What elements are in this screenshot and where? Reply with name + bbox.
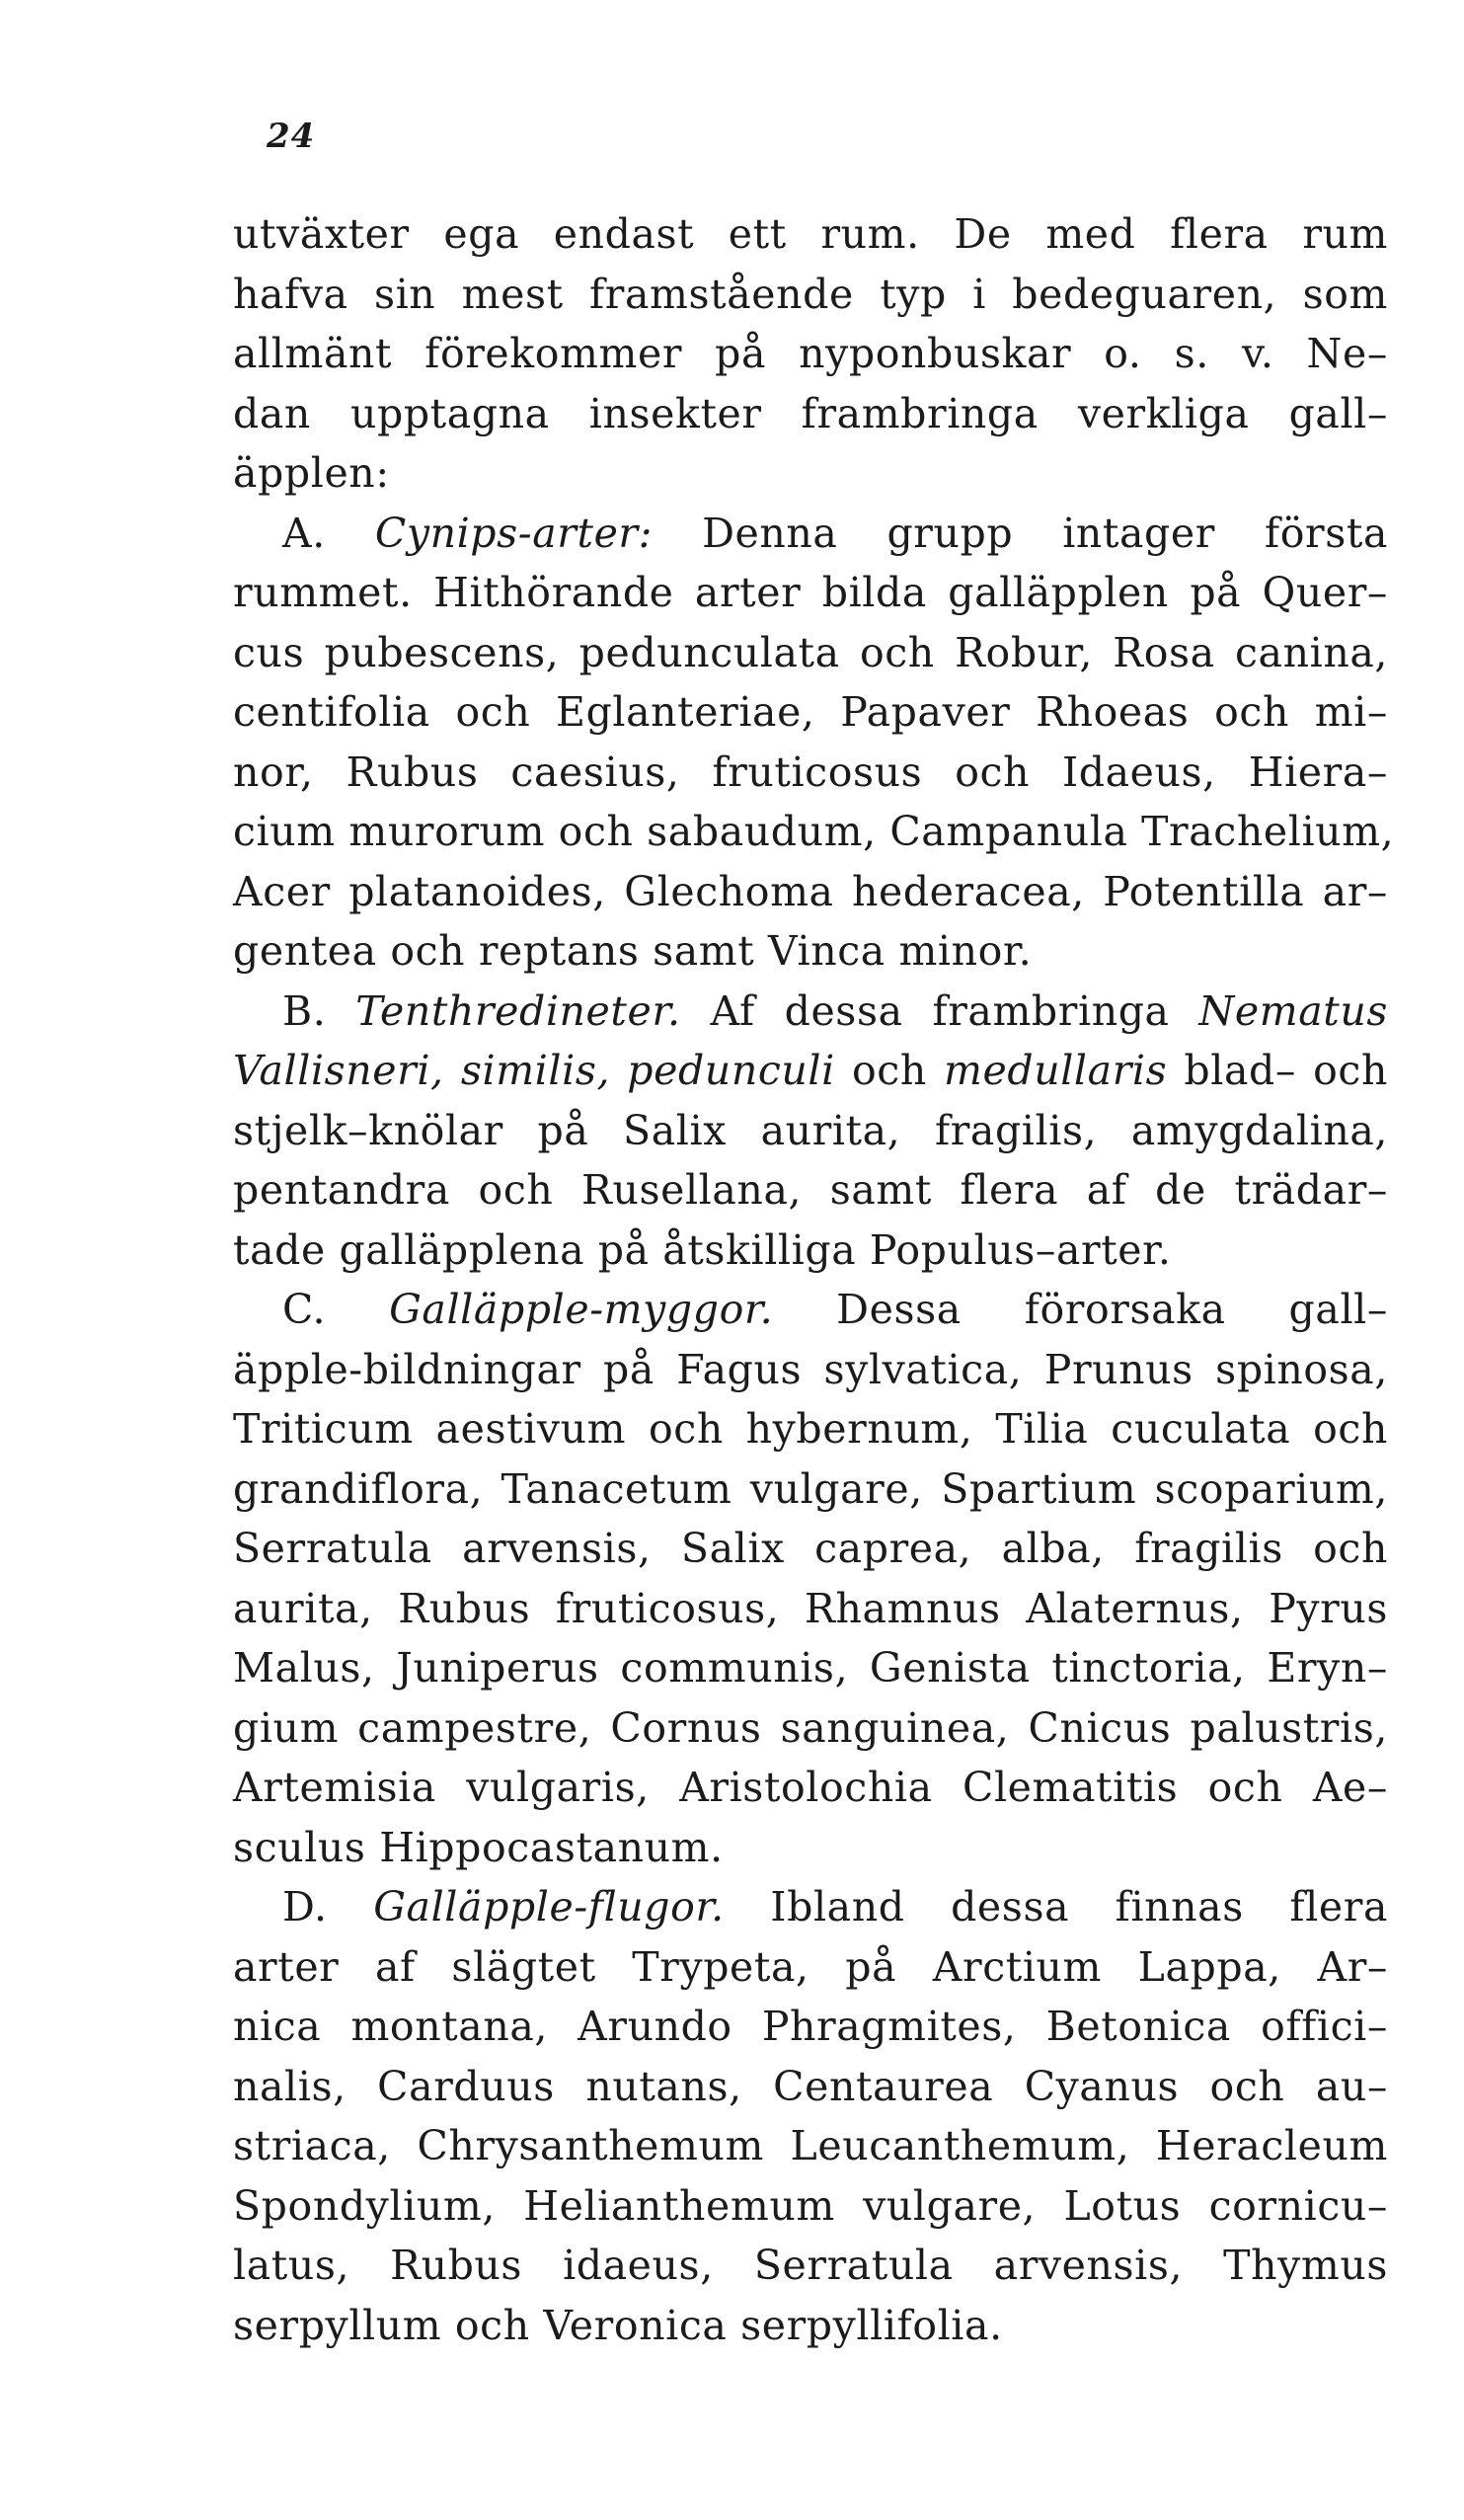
species-name: Nematus: [1198, 986, 1389, 1035]
text-line: [233, 1041, 1388, 1101]
species-name: medullaris: [944, 1047, 1168, 1094]
text-line: striaca, Chrysanthemum Leucanthemum, Heracleum: [233, 2122, 1388, 2169]
text-line: pentandra och Rusellana, samt flera af de trädar–: [233, 1166, 1388, 1214]
page-number: 24: [267, 117, 316, 156]
text-line: äpple-bildningar på Fagus sylvatica, Prunus spinosa,: [233, 1345, 1388, 1393]
text-line: gentea och reptans samt Vinca minor.: [233, 927, 1033, 975]
text-line: dan upptagna insekter frambringa verkliga gall–: [233, 389, 1388, 437]
text-line: Malus, Juniperus communis, Genista tinctoria, Eryn–: [233, 1644, 1388, 1692]
text-line: Artemisia vulgaris, Aristolochia Clematitis och Ae–: [233, 1764, 1388, 1811]
text-line: Triticum aestivum och hybernum, Tilia cuculata och: [233, 1405, 1388, 1453]
body-text: [233, 204, 1395, 2355]
text-line: rummet. Hithörande arter bilda galläpplen på Quer–: [233, 569, 1388, 616]
species-names: Vallisneri, similis, pedunculi: [233, 1047, 835, 1094]
text-line: stjelk–knölar på Salix aurita, fragilis, amygdalina,: [233, 1106, 1388, 1154]
text-line: cium murorum och sabaudum, Campanula Trachelium,: [233, 808, 1395, 855]
text-line: gium campestre, Cornus sanguinea, Cnicus palustris,: [233, 1703, 1388, 1752]
text-line: nalis, Carduus nutans, Centaurea Cyanus och au–: [233, 2062, 1388, 2110]
section-a-heading-line: [233, 504, 1388, 564]
text-line: Spondylium, Helianthemum vulgare, Lotus cornicu–: [233, 2181, 1388, 2230]
text-run: Denna grupp intager första: [702, 509, 1388, 557]
text-line: äpplen:: [233, 449, 390, 497]
text-line: sculus Hippocastanum.: [233, 1823, 724, 1871]
text-line: nica montana, Arundo Phragmites, Betonica offici–: [233, 2003, 1388, 2050]
text-run: Dessa förorsaka gall–: [836, 1286, 1388, 1333]
section-d-heading-line: [233, 1877, 1388, 1937]
section-title: Tenthredineter.: [355, 986, 681, 1035]
text-run: Ibland dessa finnas flera: [770, 1883, 1388, 1930]
text-line: utväxter ega endast ett rum. De med flera rum: [233, 210, 1388, 258]
section-letter: C.: [282, 1286, 327, 1333]
text-line: nor, Rubus caesius, fruticosus och Idaeus, Hiera–: [233, 748, 1388, 796]
section-title: Galläpple-myggor.: [389, 1286, 774, 1333]
text-run: och: [852, 1047, 927, 1094]
text-line: Serratula arvensis, Salix caprea, alba, fragilis och: [233, 1525, 1388, 1572]
text-line: arter af slägtet Trypeta, på Arctium Lappa, Ar–: [233, 1942, 1388, 1991]
section-letter: B.: [282, 986, 327, 1035]
section-b-heading-line: [233, 982, 1388, 1042]
text-line: aurita, Rubus fruticosus, Rhamnus Alaternus, Pyrus: [233, 1584, 1388, 1632]
text-line: hafva sin mest framstående typ i bedeguaren, som: [233, 270, 1388, 318]
section-title: Cynips-arter:: [374, 509, 654, 557]
section-c-heading-line: [233, 1280, 1388, 1340]
text-line: grandiflora, Tanacetum vulgare, Spartium scoparium,: [233, 1464, 1388, 1513]
text-run: blad– och: [1184, 1047, 1388, 1094]
text-line: allmänt förekommer på nyponbuskar o. s. v. Ne–: [233, 330, 1388, 377]
section-letter: D.: [282, 1883, 328, 1930]
section-letter: A.: [282, 509, 326, 557]
text-line: tade galläpplena på åtskilliga Populus–arter.: [233, 1225, 1172, 1274]
text-line: centifolia och Eglanteriae, Papaver Rhoeas och mi–: [233, 688, 1388, 736]
text-run: Af dessa frambringa: [710, 986, 1170, 1035]
section-title: Galläpple-flugor.: [373, 1883, 725, 1930]
text-line: latus, Rubus idaeus, Serratula arvensis, Thymus: [233, 2242, 1388, 2289]
text-line: cus pubescens, pedunculata och Robur, Rosa canina,: [233, 628, 1388, 676]
text-line: Acer platanoides, Glechoma hederacea, Potentilla ar–: [233, 867, 1388, 915]
text-line: serpyllum och Veronica serpyllifolia.: [233, 2301, 1003, 2349]
